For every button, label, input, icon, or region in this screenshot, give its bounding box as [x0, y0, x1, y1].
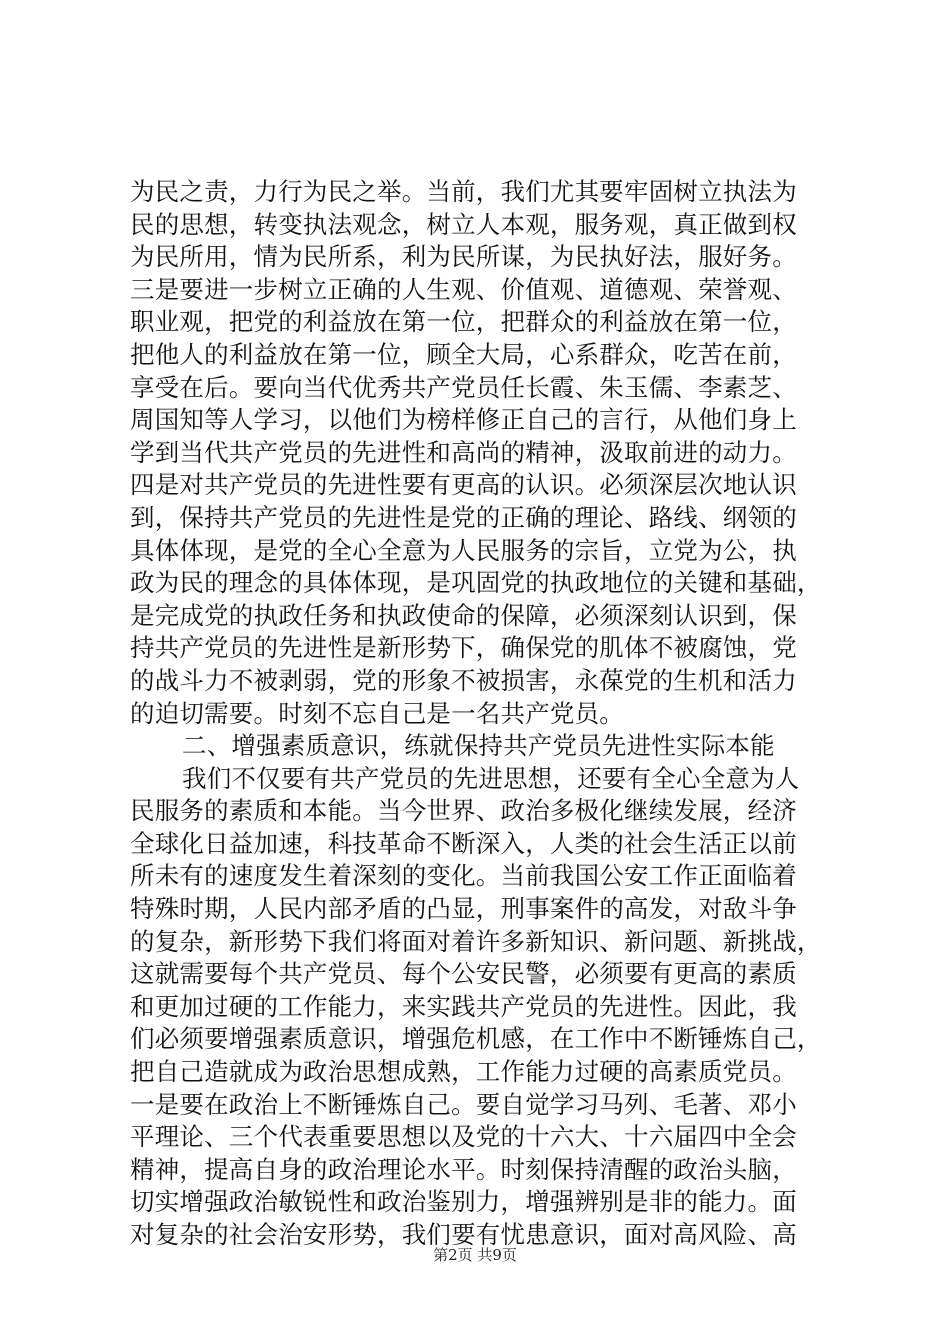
text-line: 三是要进一步树立正确的人生观、价值观、道德观、荣誉观、: [130, 274, 797, 304]
text-line: 学到当代共产党员的先进性和高尚的精神，汲取前进的动力。: [130, 437, 797, 467]
paragraph-first-line: 我们不仅要有共产党员的先进思想，还要有全心全意为人: [182, 763, 800, 793]
text-line: 一是要在政治上不断锤炼自己。要自觉学习马列、毛著、邓小: [130, 1089, 797, 1119]
text-line: 和更加过硬的工作能力，来实践共产党员的先进性。因此，我: [130, 991, 797, 1021]
section-heading: 二、增强素质意识，练就保持共产党员先进性实际本能: [182, 731, 775, 761]
text-line: 具体体现，是党的全心全意为人民服务的宗旨，立党为公，执: [130, 535, 797, 565]
text-line: 的迫切需要。时刻不忘自己是一名共产党员。: [130, 698, 624, 728]
text-line: 享受在后。要向当代优秀共产党员任长霞、朱玉儒、李素芝、: [130, 372, 797, 402]
text-line: 精神，提高自身的政治理论水平。时刻保持清醒的政治头脑，: [130, 1154, 797, 1184]
text-line: 这就需要每个共产党员、每个公安民警，必须要有更高的素质: [130, 959, 797, 989]
text-line: 把他人的利益放在第一位，顾全大局，心系群众，吃苦在前，: [130, 339, 797, 369]
body-text: [130, 176, 830, 1252]
text-line: 民服务的素质和本能。当今世界、政治多极化继续发展，经济: [130, 796, 797, 826]
text-line: 到，保持共产党员的先进性是党的正确的理论、路线、纲领的: [130, 502, 797, 532]
text-line: 全球化日益加速，科技革命不断深入，人类的社会生活正以前: [130, 828, 797, 858]
text-line: 持共产党员的先进性是新形势下，确保党的肌体不被腐蚀，党: [130, 633, 797, 663]
text-line: 是完成党的执政任务和执政使命的保障，必须深刻认识到，保: [130, 600, 797, 630]
text-line: 特殊时期，人民内部矛盾的凸显，刑事案件的高发，对敌斗争: [130, 894, 797, 924]
text-line: 切实增强政治敏锐性和政治鉴别力，增强辨别是非的能力。面: [130, 1187, 797, 1217]
text-line: 的战斗力不被剥弱，党的形象不被损害，永葆党的生机和活力: [130, 665, 797, 695]
text-line: 四是对共产党员的先进性要有更高的认识。必须深层次地认识: [130, 470, 797, 500]
text-line: 民的思想，转变执法观念，树立人本观，服务观，真正做到权: [130, 209, 797, 239]
page-number-footer: 第2页 共9页: [433, 1246, 517, 1264]
text-line: 的复杂，新形势下我们将面对着许多新知识、新问题、新挑战，: [130, 926, 822, 956]
text-line: 把自己造就成为政治思想成熟，工作能力过硬的高素质党员。: [130, 1057, 797, 1087]
text-line: 所未有的速度发生着深刻的变化。当前我国公安工作正面临着: [130, 861, 797, 891]
text-line: 周国知等人学习，以他们为榜样修正自己的言行，从他们身上: [130, 405, 797, 435]
text-line: 对复杂的社会治安形势，我们要有忧患意识，面对高风险、高: [130, 1220, 797, 1249]
text-line: 为民所用，情为民所系，利为民所谋，为民执好法，服好务。: [130, 242, 797, 272]
text-line: 政为民的理念的具体体现，是巩固党的执政地位的关键和基础，: [130, 568, 822, 598]
text-line: 为民之责，力行为民之举。当前，我们尤其要牢固树立执法为: [130, 177, 797, 206]
text-line: 平理论、三个代表重要思想以及党的十六大、十六届四中全会: [130, 1122, 797, 1152]
text-line: 们必须要增强素质意识，增强危机感，在工作中不断锤炼自己，: [130, 1024, 822, 1054]
text-line: 职业观，把党的利益放在第一位，把群众的利益放在第一位，: [130, 307, 797, 337]
